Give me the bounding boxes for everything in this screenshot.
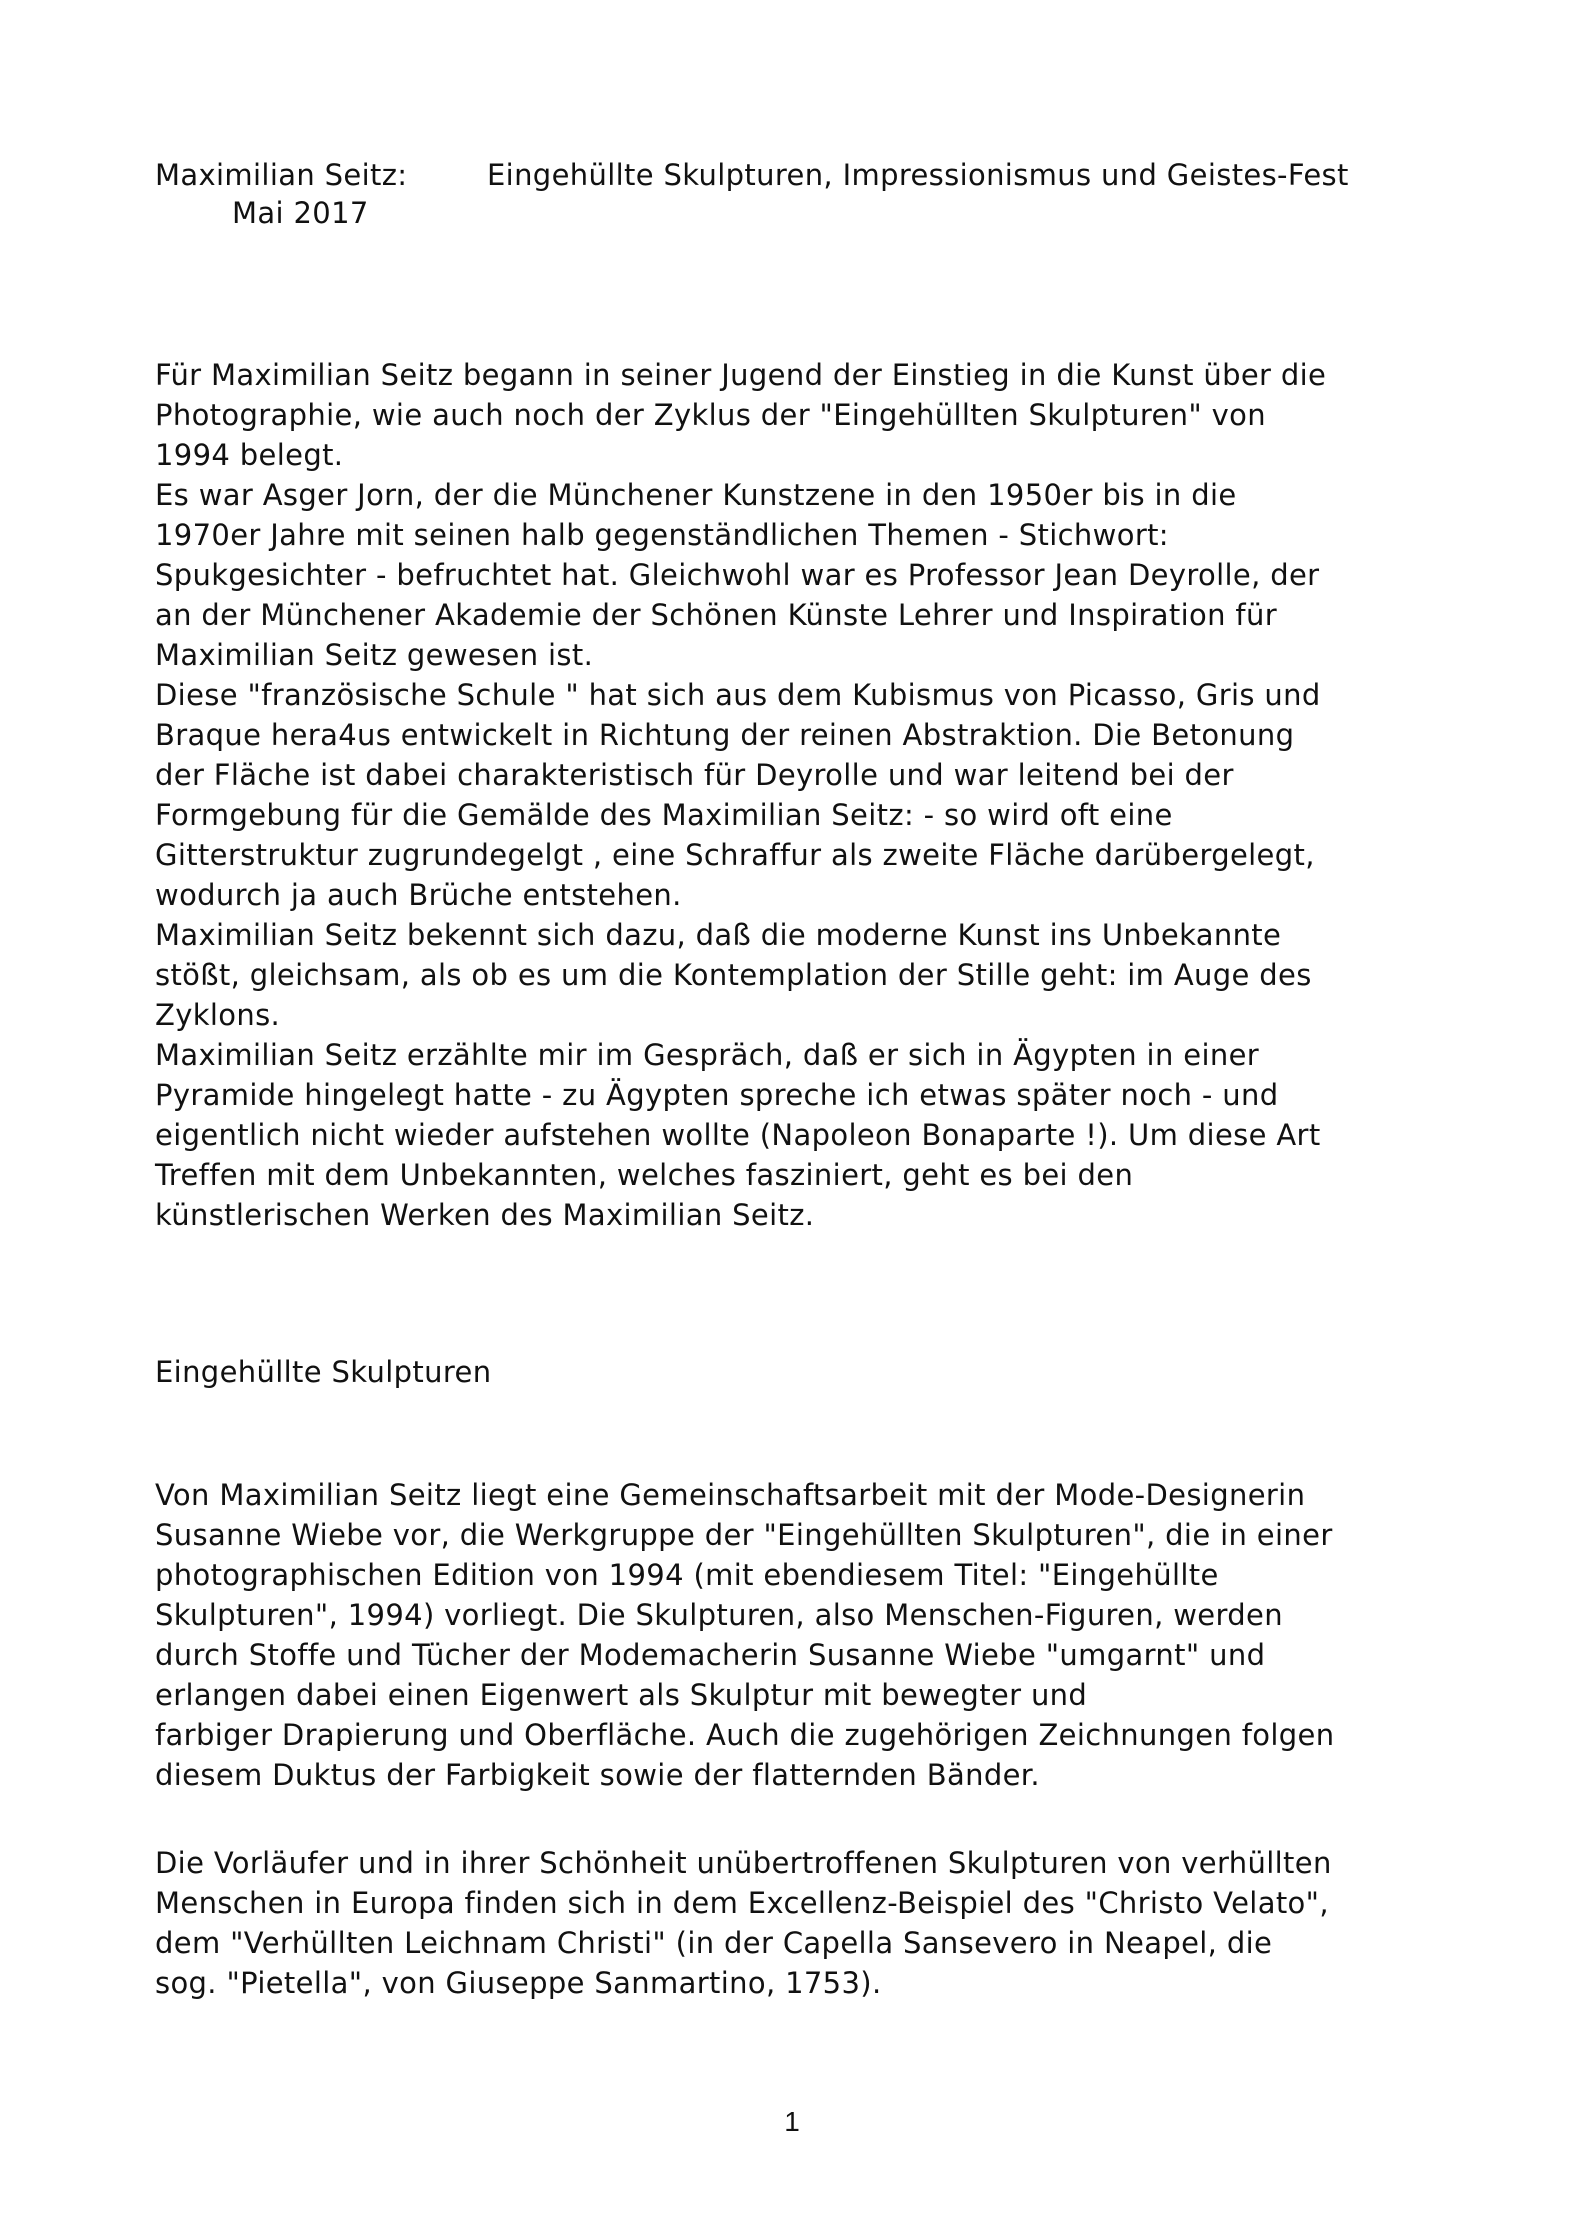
header-title: Eingehüllte Skulpturen, Impressionismus und Geistes-Fest bbox=[487, 158, 1349, 192]
text-line: stößt, gleichsam, als ob es um die Kontemplation der Stille geht: im Auge des bbox=[155, 958, 1312, 992]
text-line: Skulpturen", 1994) vorliegt. Die Skulpturen, also Menschen-Figuren, werden bbox=[155, 1598, 1283, 1632]
text-line: Die Vorläufer und in ihrer Schönheit unübertroffenen Skulpturen von verhüllten bbox=[155, 1846, 1332, 1880]
text-line: Maximilian Seitz gewesen ist. bbox=[155, 638, 594, 672]
text-line: dem "Verhüllten Leichnam Christi" (in der Capella Sansevero in Neapel, die bbox=[155, 1926, 1273, 1960]
text-line: 1994 belegt. bbox=[155, 438, 344, 472]
section-heading: Eingehüllte Skulpturen bbox=[155, 1355, 492, 1389]
text-line: Photographie, wie auch noch der Zyklus der "Eingehüllten Skulpturen" von bbox=[155, 398, 1267, 432]
text-line: Diese "französische Schule " hat sich aus dem Kubismus von Picasso, Gris und bbox=[155, 678, 1321, 712]
text-line: Es war Asger Jorn, der die Münchener Kunstzene in den 1950er bis in die bbox=[155, 478, 1237, 512]
text-line: 1970er Jahre mit seinen halb gegenständlichen Themen - Stichwort: bbox=[155, 518, 1169, 552]
text-line: Für Maximilian Seitz begann in seiner Jugend der Einstieg in die Kunst über die bbox=[155, 358, 1327, 392]
text-line: Von Maximilian Seitz liegt eine Gemeinschaftsarbeit mit der Mode-Designerin bbox=[155, 1478, 1306, 1512]
text-line: diesem Duktus der Farbigkeit sowie der flatternden Bänder. bbox=[155, 1758, 1040, 1792]
text-line: Braque hera4us entwickelt in Richtung der reinen Abstraktion. Die Betonung bbox=[155, 718, 1295, 752]
text-line: durch Stoffe und Tücher der Modemacherin Susanne Wiebe "umgarnt" und bbox=[155, 1638, 1266, 1672]
text-line: wodurch ja auch Brüche entstehen. bbox=[155, 878, 682, 912]
text-line: Treffen mit dem Unbekannten, welches fasziniert, geht es bei den bbox=[155, 1158, 1134, 1192]
text-line: an der Münchener Akademie der Schönen Künste Lehrer und Inspiration für bbox=[155, 598, 1277, 632]
text-line: Maximilian Seitz bekennt sich dazu, daß die moderne Kunst ins Unbekannte bbox=[155, 918, 1282, 952]
header-date: Mai 2017 bbox=[232, 196, 369, 230]
text-line: künstlerischen Werken des Maximilian Seitz. bbox=[155, 1198, 815, 1232]
text-line: Gitterstruktur zugrundegelgt , eine Schraffur als zweite Fläche darübergelegt, bbox=[155, 838, 1315, 872]
text-line: Pyramide hingelegt hatte - zu Ägypten spreche ich etwas später noch - und bbox=[155, 1078, 1279, 1112]
text-line: farbiger Drapierung und Oberfläche. Auch die zugehörigen Zeichnungen folgen bbox=[155, 1718, 1335, 1752]
text-line: Formgebung für die Gemälde des Maximilian Seitz: - so wird oft eine bbox=[155, 798, 1173, 832]
text-line: Spukgesichter - befruchtet hat. Gleichwohl war es Professor Jean Deyrolle, der bbox=[155, 558, 1320, 592]
text-line: erlangen dabei einen Eigenwert als Skulptur mit bewegter und bbox=[155, 1678, 1088, 1712]
text-line: Menschen in Europa finden sich in dem Excellenz-Beispiel des "Christo Velato", bbox=[155, 1886, 1329, 1920]
text-line: eigentlich nicht wieder aufstehen wollte (Napoleon Bonaparte !). Um diese Art bbox=[155, 1118, 1321, 1152]
text-line: photographischen Edition von 1994 (mit ebendiesem Titel: "Eingehüllte bbox=[155, 1558, 1219, 1592]
header-author: Maximilian Seitz: bbox=[155, 158, 408, 192]
text-line: Zyklons. bbox=[155, 998, 281, 1032]
text-line: Susanne Wiebe vor, die Werkgruppe der "Eingehüllten Skulpturen", die in einer bbox=[155, 1518, 1333, 1552]
text-line: sog. "Pietella", von Giuseppe Sanmartino, 1753). bbox=[155, 1966, 882, 2000]
text-line: Maximilian Seitz erzählte mir im Gespräch, daß er sich in Ägypten in einer bbox=[155, 1038, 1260, 1072]
text-line: der Fläche ist dabei charakteristisch für Deyrolle und war leitend bei der bbox=[155, 758, 1234, 792]
page-number: 1 bbox=[784, 2106, 800, 2137]
